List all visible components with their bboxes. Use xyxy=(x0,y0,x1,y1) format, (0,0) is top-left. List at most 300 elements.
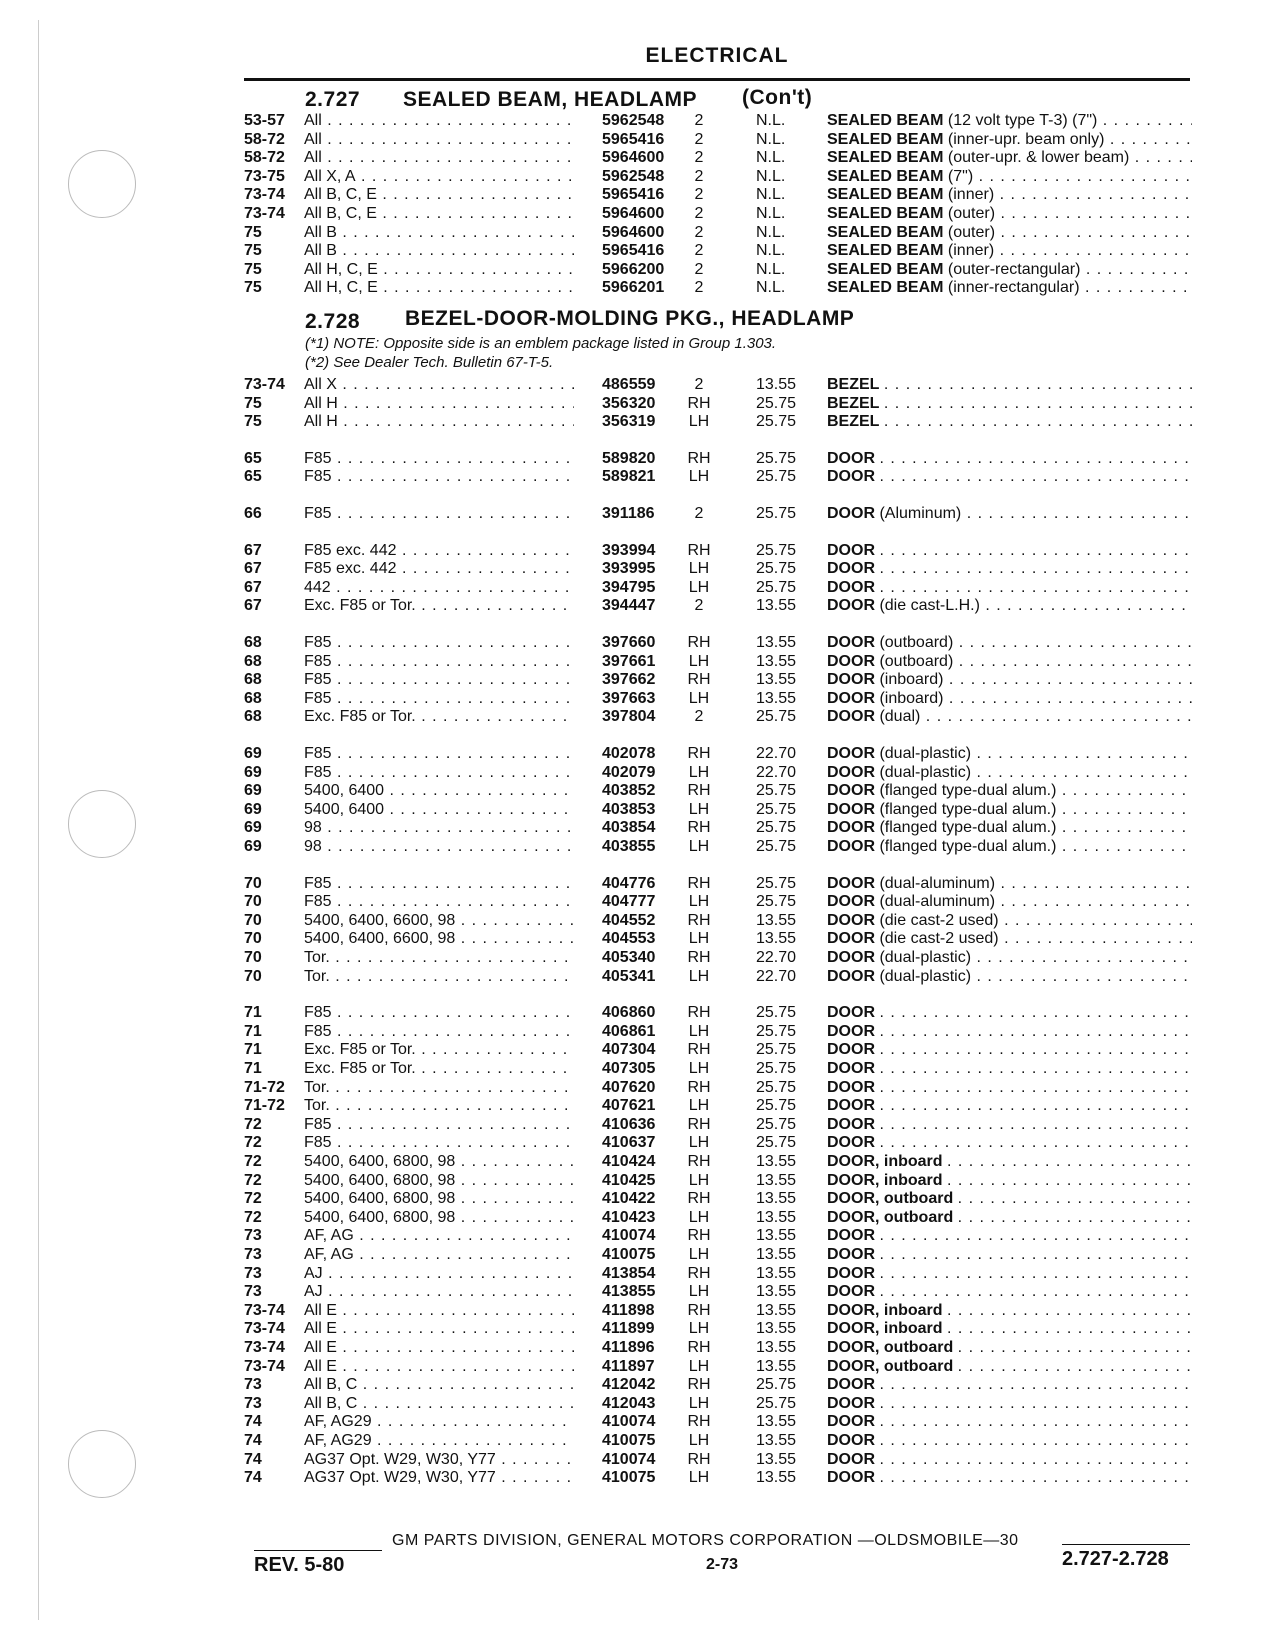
quantity: RH xyxy=(687,1078,711,1096)
parts-row xyxy=(0,800,1280,819)
model-name: 5400, 6400 . . . xyxy=(304,800,574,819)
description-detail: (die cast-2 used) xyxy=(879,911,999,929)
description xyxy=(827,1412,1192,1431)
price: 25.75 xyxy=(756,1097,797,1115)
quantity: LH xyxy=(688,930,710,948)
part-number: 5962548 xyxy=(602,112,665,129)
group-title: SEALED BEAM, HEADLAMP xyxy=(403,88,698,111)
model-name: F85 . . . xyxy=(304,1115,574,1134)
parts-row xyxy=(0,375,1280,394)
part-number: 397661 xyxy=(602,652,656,670)
description-detail: (die cast-L.H.) xyxy=(879,597,980,615)
parts-row xyxy=(0,874,1280,893)
model-name: Exc. F85 or Tor. . . . xyxy=(304,1059,574,1078)
description-main: DOOR, outboard xyxy=(827,1357,954,1375)
part-number: 403855 xyxy=(602,838,656,855)
model-year: 69 xyxy=(244,782,262,800)
part-number: 486559 xyxy=(602,376,656,393)
parts-row xyxy=(0,837,1280,856)
model-name: F85 . . . xyxy=(304,1022,574,1041)
part-number: 411897 xyxy=(602,1357,655,1375)
description xyxy=(827,111,1192,130)
parts-row xyxy=(0,781,1280,800)
model-year: 69 xyxy=(244,745,262,762)
price: 13.55 xyxy=(756,1413,797,1431)
parts-row xyxy=(0,278,1280,297)
price: 13.55 xyxy=(756,1450,797,1468)
description-main: DOOR, inboard xyxy=(827,1171,943,1189)
description xyxy=(827,1022,1192,1041)
price: 13.55 xyxy=(756,1227,797,1245)
quantity: 2 xyxy=(694,223,704,241)
model-year: 73 xyxy=(244,1264,262,1282)
description-main: DOOR xyxy=(827,1450,875,1468)
part-number: 412042 xyxy=(602,1376,656,1394)
model-name: F85 . . . xyxy=(304,670,574,689)
description-main: DOOR xyxy=(827,1283,875,1301)
description-main: DOOR xyxy=(827,1227,875,1245)
model-year: 73-74 xyxy=(244,1339,285,1356)
description-main: DOOR xyxy=(827,1264,875,1282)
description xyxy=(827,1375,1192,1394)
description-main: DOOR, outboard xyxy=(827,1339,954,1356)
model-year: 69 xyxy=(244,838,262,855)
price: 25.75 xyxy=(756,1394,797,1412)
model-year: 67 xyxy=(244,597,262,615)
description-main: DOOR xyxy=(827,1469,875,1487)
quantity: LH xyxy=(688,652,710,670)
price: 25.75 xyxy=(756,1376,797,1394)
description xyxy=(827,837,1192,856)
description-main: DOOR xyxy=(827,1413,875,1431)
description xyxy=(827,167,1192,186)
part-number: 407304 xyxy=(602,1041,656,1059)
model-name: All B, C, E . . . xyxy=(304,185,574,204)
parts-row xyxy=(0,1394,1280,1413)
model-name: All B . . . xyxy=(304,223,574,242)
price: 13.55 xyxy=(756,1208,797,1226)
price: 25.75 xyxy=(756,1078,797,1096)
description-main: DOOR, outboard xyxy=(827,1208,954,1226)
price: 13.55 xyxy=(756,634,797,651)
part-number: 410075 xyxy=(602,1432,656,1449)
quantity: LH xyxy=(688,1283,710,1301)
description-main: DOOR, outboard xyxy=(827,1190,954,1208)
quantity: 2 xyxy=(694,260,704,278)
part-number: 5964600 xyxy=(602,149,665,167)
description-main: DOOR xyxy=(827,708,875,726)
parts-row xyxy=(0,412,1280,431)
part-number: 405340 xyxy=(602,949,656,966)
price: 25.75 xyxy=(756,838,797,855)
description-main: DOOR xyxy=(827,468,875,486)
model-name: All . . . xyxy=(304,111,574,130)
quantity: 2 xyxy=(694,242,704,260)
price: 25.75 xyxy=(756,560,797,578)
description xyxy=(827,130,1192,149)
price: 25.75 xyxy=(756,874,797,892)
price: 13.55 xyxy=(756,1339,797,1356)
description xyxy=(827,1096,1192,1115)
part-number: 411899 xyxy=(602,1320,655,1338)
price: 22.70 xyxy=(756,763,797,781)
price: 13.55 xyxy=(756,1432,797,1449)
quantity: LH xyxy=(688,1469,710,1487)
quantity: 2 xyxy=(694,597,704,615)
description-main: SEALED BEAM xyxy=(827,130,944,148)
parts-row xyxy=(0,1171,1280,1190)
quantity: LH xyxy=(688,1097,710,1115)
price: 13.55 xyxy=(756,1153,797,1170)
parts-row xyxy=(0,1301,1280,1320)
model-year: 69 xyxy=(244,763,262,781)
part-number: 394447 xyxy=(602,597,656,615)
description xyxy=(827,967,1192,986)
description xyxy=(827,541,1192,560)
description-main: DOOR xyxy=(827,911,875,929)
description xyxy=(827,1040,1192,1059)
description-main: BEZEL xyxy=(827,394,880,412)
quantity: RH xyxy=(687,1190,711,1208)
price: 13.55 xyxy=(756,1301,797,1319)
price: 25.75 xyxy=(756,1134,797,1152)
model-name: AF, AG . . . xyxy=(304,1226,574,1245)
model-name: F85 . . . xyxy=(304,449,574,468)
model-year: 75 xyxy=(244,279,262,297)
description xyxy=(827,874,1192,893)
parts-row xyxy=(0,652,1280,671)
model-name: Tor. . . . xyxy=(304,967,574,986)
model-year: 73-74 xyxy=(244,1301,285,1319)
price: 25.75 xyxy=(756,449,797,467)
parts-row xyxy=(0,596,1280,615)
model-year: 75 xyxy=(244,223,262,241)
model-name: F85 . . . xyxy=(304,689,574,708)
model-year: 70 xyxy=(244,967,262,985)
model-year: 74 xyxy=(244,1413,262,1431)
description-main: DOOR xyxy=(827,1246,875,1263)
quantity: LH xyxy=(688,1320,710,1338)
model-year: 58-72 xyxy=(244,149,285,167)
description-detail: (dual-plastic) xyxy=(879,745,972,762)
model-year: 68 xyxy=(244,652,262,670)
note-1: (*1) NOTE: Opposite side is an emblem package listed in Group 1.303. xyxy=(305,335,777,352)
part-number: 407305 xyxy=(602,1060,656,1077)
price: N.L. xyxy=(756,149,786,167)
description xyxy=(827,800,1192,819)
model-name: F85 . . . xyxy=(304,763,574,782)
model-year: 73 xyxy=(244,1394,262,1412)
model-year: 71 xyxy=(244,1041,262,1059)
quantity: 2 xyxy=(694,149,704,167)
model-year: 75 xyxy=(244,242,262,260)
part-number: 5965416 xyxy=(602,242,665,260)
note-2: (*2) See Dealer Tech. Bulletin 67-T-5. xyxy=(305,354,554,371)
part-number: 412043 xyxy=(602,1394,656,1412)
price: 25.75 xyxy=(756,1022,797,1040)
description-main: DOOR, inboard xyxy=(827,1153,943,1170)
price: 13.55 xyxy=(756,671,797,689)
parts-row xyxy=(0,1096,1280,1115)
description-main: DOOR xyxy=(827,652,875,670)
description-main: DOOR, inboard xyxy=(827,1301,943,1319)
part-number: 5964600 xyxy=(602,223,665,241)
model-year: 69 xyxy=(244,800,262,818)
part-number: 404777 xyxy=(602,893,656,911)
page-number: 2-73 xyxy=(706,1556,739,1573)
price: 13.55 xyxy=(756,376,797,393)
description xyxy=(827,148,1192,167)
description-main: DOOR, inboard xyxy=(827,1320,943,1338)
description xyxy=(827,1282,1192,1301)
price: 13.55 xyxy=(756,652,797,670)
description xyxy=(827,744,1192,763)
part-number: 410074 xyxy=(602,1413,656,1431)
description-detail: (7") xyxy=(947,167,974,185)
part-number: 394795 xyxy=(602,578,656,596)
model-year: 74 xyxy=(244,1469,262,1487)
quantity: RH xyxy=(687,874,711,892)
description-detail: (outer) xyxy=(947,223,996,241)
parts-row xyxy=(0,1208,1280,1227)
description xyxy=(827,1133,1192,1152)
model-name: All B, C, E . . . xyxy=(304,204,574,223)
description-detail: (Aluminum) xyxy=(879,505,962,522)
parts-row xyxy=(0,892,1280,911)
model-name: Exc. F85 or Tor. . . . xyxy=(304,707,574,726)
description-main: DOOR xyxy=(827,1376,875,1394)
footer-rule xyxy=(1062,1544,1190,1545)
price: 25.75 xyxy=(756,1060,797,1077)
model-year: 67 xyxy=(244,560,262,578)
parts-row xyxy=(0,148,1280,167)
quantity: LH xyxy=(688,1171,710,1189)
parts-row xyxy=(0,670,1280,689)
quantity: RH xyxy=(687,1301,711,1319)
quantity: RH xyxy=(687,1413,711,1431)
model-year: 74 xyxy=(244,1432,262,1449)
part-number: 411896 xyxy=(602,1339,655,1356)
description xyxy=(827,1059,1192,1078)
model-name: F85 . . . xyxy=(304,744,574,763)
model-name: All B . . . xyxy=(304,241,574,260)
price: 25.75 xyxy=(756,578,797,596)
parts-row xyxy=(0,467,1280,486)
quantity: RH xyxy=(687,1264,711,1282)
model-name: All . . . xyxy=(304,148,574,167)
price: 25.75 xyxy=(756,413,797,431)
model-year: 65 xyxy=(244,468,262,486)
description xyxy=(827,892,1192,911)
model-name: All H . . . xyxy=(304,394,574,413)
description-detail: (flanged type-dual alum.) xyxy=(879,782,1057,800)
part-number: 410424 xyxy=(602,1153,656,1170)
quantity: LH xyxy=(688,1394,710,1412)
model-year: 72 xyxy=(244,1134,262,1152)
parts-row xyxy=(0,260,1280,279)
model-year: 73-74 xyxy=(244,1320,285,1338)
quantity: 2 xyxy=(694,279,704,297)
price: 25.75 xyxy=(756,505,797,522)
description-main: DOOR xyxy=(827,1078,875,1096)
part-number: 410074 xyxy=(602,1450,656,1468)
model-year: 53-57 xyxy=(244,112,285,129)
description-main: SEALED BEAM xyxy=(827,223,944,241)
parts-row xyxy=(0,948,1280,967)
part-number: 589820 xyxy=(602,449,656,467)
parts-row xyxy=(0,394,1280,413)
description-main: DOOR xyxy=(827,782,875,800)
description xyxy=(827,578,1192,597)
model-year: 73-74 xyxy=(244,186,285,204)
quantity: 2 xyxy=(694,376,704,393)
description-main: DOOR xyxy=(827,1041,875,1059)
parts-row xyxy=(0,1115,1280,1134)
model-year: 72 xyxy=(244,1115,262,1133)
description-detail: (inner-upr. beam only) xyxy=(947,130,1105,148)
model-year: 73 xyxy=(244,1227,262,1245)
description-main: DOOR xyxy=(827,763,875,781)
model-year: 72 xyxy=(244,1190,262,1208)
model-name: 5400, 6400 . . . xyxy=(304,781,574,800)
model-year: 75 xyxy=(244,260,262,278)
description-detail: (outboard) xyxy=(879,634,954,651)
description-detail: (12 volt type T-3) (7") xyxy=(947,112,1098,129)
model-year: 70 xyxy=(244,911,262,929)
part-number: 5962548 xyxy=(602,167,665,185)
description-detail: (outer-upr. & lower beam) xyxy=(947,149,1130,167)
part-number: 5964600 xyxy=(602,205,665,222)
part-number: 397660 xyxy=(602,634,656,651)
parts-row xyxy=(0,130,1280,149)
revision-label: REV. 5-80 xyxy=(254,1554,345,1576)
parts-row xyxy=(0,967,1280,986)
description-detail: (dual-aluminum) xyxy=(879,874,996,892)
description-main: DOOR xyxy=(827,671,875,689)
footer-rule xyxy=(254,1550,382,1551)
description xyxy=(827,1264,1192,1283)
parts-row xyxy=(0,1152,1280,1171)
quantity: RH xyxy=(687,1153,711,1170)
model-year: 72 xyxy=(244,1153,262,1170)
model-year: 71 xyxy=(244,1022,262,1040)
model-name: AJ . . . xyxy=(304,1264,574,1283)
parts-row xyxy=(0,1375,1280,1394)
model-name: All E . . . xyxy=(304,1338,574,1357)
price: 13.55 xyxy=(756,1190,797,1208)
description-detail: (dual-aluminum) xyxy=(879,893,996,911)
part-number: 411898 xyxy=(602,1301,655,1319)
quantity: LH xyxy=(688,413,710,431)
parts-row xyxy=(0,633,1280,652)
footer-publisher: GM PARTS DIVISION, GENERAL MOTORS CORPORATION —OLDSMOBILE—30 xyxy=(392,1532,1019,1549)
price: 13.55 xyxy=(756,930,797,948)
model-year: 69 xyxy=(244,819,262,837)
part-number: 413854 xyxy=(602,1264,656,1282)
model-year: 70 xyxy=(244,874,262,892)
quantity: RH xyxy=(687,1004,711,1022)
parts-row xyxy=(0,1450,1280,1469)
quantity: RH xyxy=(687,1376,711,1394)
parts-row xyxy=(0,167,1280,186)
description-detail: (dual-plastic) xyxy=(879,967,972,985)
price: 25.75 xyxy=(756,893,797,911)
description-main: DOOR xyxy=(827,1097,875,1115)
quantity: LH xyxy=(688,838,710,855)
model-name: All X . . . xyxy=(304,375,574,394)
price: N.L. xyxy=(756,186,786,204)
price: N.L. xyxy=(756,112,786,129)
description-main: DOOR xyxy=(827,505,875,522)
description xyxy=(827,1319,1192,1338)
part-number: 393995 xyxy=(602,560,656,578)
price: N.L. xyxy=(756,279,786,297)
parts-row xyxy=(0,1226,1280,1245)
parts-row xyxy=(0,1282,1280,1301)
price: 13.55 xyxy=(756,1320,797,1338)
model-name: All B, C . . . xyxy=(304,1375,574,1394)
part-number: 391186 xyxy=(602,505,655,522)
price: 13.55 xyxy=(756,1264,797,1282)
part-number: 403852 xyxy=(602,782,656,800)
parts-row xyxy=(0,241,1280,260)
price: N.L. xyxy=(756,223,786,241)
description xyxy=(827,1115,1192,1134)
model-year: 70 xyxy=(244,949,262,966)
price: N.L. xyxy=(756,167,786,185)
description xyxy=(827,670,1192,689)
description xyxy=(827,1208,1192,1227)
description xyxy=(827,911,1192,930)
model-name: All H, C, E . . . xyxy=(304,260,574,279)
part-number: 404552 xyxy=(602,911,656,929)
model-name: All E . . . xyxy=(304,1301,574,1320)
model-year: 73-74 xyxy=(244,376,285,393)
description xyxy=(827,1301,1192,1320)
model-year: 71-72 xyxy=(244,1097,285,1115)
model-name: F85 . . . xyxy=(304,652,574,671)
quantity: LH xyxy=(688,1022,710,1040)
model-year: 67 xyxy=(244,578,262,596)
description-main: DOOR xyxy=(827,874,875,892)
price: 13.55 xyxy=(756,1469,797,1487)
price: 13.55 xyxy=(756,1283,797,1301)
part-number: 5965416 xyxy=(602,130,665,148)
model-name: AJ . . . xyxy=(304,1282,574,1301)
parts-row xyxy=(0,744,1280,763)
part-number: 410425 xyxy=(602,1171,656,1189)
description-main: DOOR xyxy=(827,541,875,559)
model-name: 5400, 6400, 6800, 98 . . . xyxy=(304,1152,574,1171)
model-year: 65 xyxy=(244,449,262,467)
price: 25.75 xyxy=(756,708,797,726)
model-name: 442 . . . xyxy=(304,578,574,597)
quantity: LH xyxy=(688,689,710,707)
price: 13.55 xyxy=(756,911,797,929)
description-main: DOOR xyxy=(827,560,875,578)
description-detail: (inner-rectangular) xyxy=(947,279,1080,297)
description xyxy=(827,504,1192,523)
quantity: LH xyxy=(688,1208,710,1226)
part-number: 397804 xyxy=(602,708,656,726)
description-main: SEALED BEAM xyxy=(827,242,944,260)
part-number: 410074 xyxy=(602,1227,656,1245)
model-name: Tor. . . . xyxy=(304,1096,574,1115)
description-main: SEALED BEAM xyxy=(827,149,944,167)
price: 25.75 xyxy=(756,1041,797,1059)
description xyxy=(827,278,1192,297)
description-main: SEALED BEAM xyxy=(827,112,944,129)
